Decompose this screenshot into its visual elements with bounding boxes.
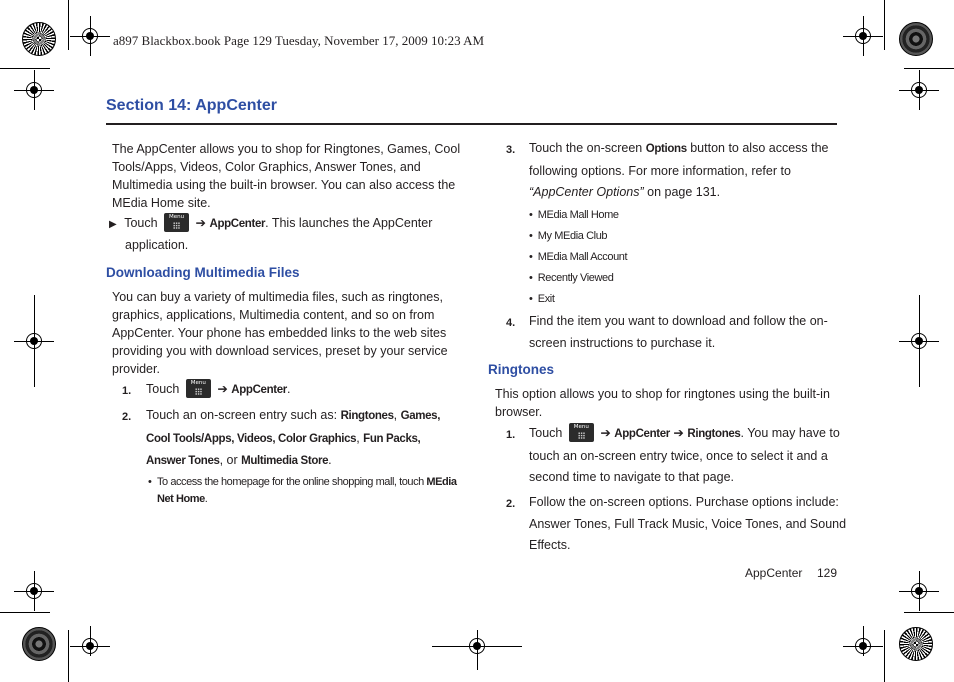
bullet-icon: •: [529, 209, 533, 221]
download-step-2: [146, 405, 466, 473]
bullet-icon: •: [529, 251, 533, 263]
step-number: 2.: [122, 411, 132, 423]
registration-gradient-top-right: [899, 22, 933, 56]
print-header: a897 Blackbox.book Page 129 Tuesday, November 17, 2009 10:23 AM: [113, 33, 485, 48]
step-text: . You may have to: [740, 426, 840, 440]
ringtones-step-1: [529, 423, 849, 489]
separator: ,: [393, 408, 401, 422]
download-line: provider.: [112, 362, 160, 376]
separator: , or: [219, 453, 242, 467]
download-step-1: [146, 379, 290, 402]
bullet-icon: •: [148, 476, 152, 488]
page-number: 129: [817, 566, 838, 580]
touch-word: Touch: [529, 426, 563, 440]
option-label: MEdia Mall Account: [537, 251, 628, 263]
appcenter-target: AppCenter: [614, 428, 670, 440]
menu-key-label: Menu: [168, 214, 185, 221]
step-text: touch an on-screen entry twice, once to select it and a: [529, 448, 828, 463]
download-line: You can buy a variety of multimedia files, such as ringtones,: [112, 290, 443, 304]
intro-line: Tools/Apps, Videos, Color Graphics, Answer Tones, and: [112, 160, 421, 174]
menu-key-label: Menu: [190, 380, 206, 387]
option-label: Recently Viewed: [537, 272, 614, 284]
step-number: 1.: [122, 385, 132, 397]
intro-line: The AppCenter allows you to shop for Ringtones, Games, Cool: [112, 142, 461, 156]
multimedia-store-option: Multimedia Store: [241, 455, 329, 467]
step-text: second time to navigate to that page.: [529, 470, 734, 484]
section-title: Section 14: AppCenter: [106, 97, 277, 114]
homepage-bullet: [148, 474, 152, 491]
step-text: Follow the on-screen options. Purchase options include:: [529, 495, 839, 509]
bullet-text: To access the homepage for the online shopping mall, touch: [157, 476, 427, 488]
bullet-end: .: [204, 492, 208, 505]
fun-packs-option: Fun Packs,: [363, 432, 421, 445]
bullet-icon: •: [529, 230, 533, 242]
option-label: Exit: [537, 293, 555, 305]
games-option: Games,: [400, 410, 441, 422]
menu-key-label: Menu: [573, 424, 589, 431]
ringtones-target: Ringtones: [687, 428, 741, 440]
title-rule: [106, 123, 837, 125]
downloading-heading: Downloading Multimedia Files: [106, 265, 300, 280]
homepage-bullet-text: [157, 474, 477, 507]
appcenter-target: AppCenter: [209, 218, 266, 230]
step3-text: following options. For more information, refer to: [529, 163, 791, 178]
find-item-step: [529, 311, 849, 354]
option-item: [529, 289, 627, 310]
step-number: 3.: [506, 144, 516, 156]
option-label: My MEdia Club: [537, 230, 608, 242]
ringtones-step-2: [529, 492, 849, 557]
ringtones-option: Ringtones: [340, 410, 394, 422]
intro-line: Multimedia using the built-in browser. You can also access the: [112, 178, 456, 192]
registration-gradient-bottom-left: [22, 627, 56, 661]
touch-word: Touch: [124, 216, 158, 230]
option-item: [529, 205, 627, 226]
touch-word: Touch: [146, 382, 180, 396]
ringtones-paragraph: [495, 385, 845, 421]
step3-text: Touch the on-screen: [529, 141, 646, 155]
options-list: [529, 205, 627, 310]
color-graphics-option: Color Graphics: [278, 432, 357, 445]
option-item: [529, 247, 627, 268]
appcenter-target: AppCenter: [231, 384, 287, 396]
option-item: [529, 268, 627, 289]
arrow-icon: ➔: [195, 216, 206, 230]
step-number: 4.: [506, 317, 516, 329]
net-home-link-text: Net Home: [157, 492, 205, 505]
arrow-icon: ➔: [673, 426, 684, 440]
touch-step-rest: . This launches the AppCenter: [265, 216, 433, 230]
step-end: .: [328, 453, 332, 467]
option-label: MEdia Mall Home: [537, 209, 619, 221]
download-line: providing you with download services, preset by your service: [112, 344, 448, 358]
options-button-label: Options: [645, 143, 687, 155]
touch-appcenter-step: [109, 213, 469, 236]
options-reference: “AppCenter Options”: [529, 185, 644, 199]
registration-wheel-bottom-right: [899, 627, 933, 661]
options-reference-page: on page 131.: [643, 185, 721, 199]
step-end: .: [286, 382, 291, 396]
ringtones-line: browser.: [495, 405, 543, 419]
download-line: graphics, applications, Multimedia content, and so on from: [112, 308, 435, 322]
media-link-text: MEdia: [426, 476, 457, 488]
triangle-bullet-icon: ▶: [109, 219, 117, 230]
intro-paragraph: [112, 140, 472, 212]
download-paragraph: [112, 288, 472, 378]
ringtones-heading: Ringtones: [488, 362, 554, 377]
step3-text: button to also access the: [686, 141, 829, 155]
step-number: 2.: [506, 498, 516, 510]
answer-tones-option: Answer Tones: [146, 455, 220, 467]
step4-text: screen instructions to purchase it.: [529, 335, 716, 350]
menu-key-icon: [164, 213, 189, 232]
download-line: AppCenter. Your phone has embedded links to the web sites: [112, 326, 447, 340]
intro-line: MEdia Home site.: [112, 196, 211, 210]
step-text: Effects.: [529, 538, 571, 552]
bullet-icon: •: [529, 293, 533, 305]
menu-key-icon: [186, 379, 211, 398]
step4-text: Find the item you want to download and follow the on-: [529, 314, 828, 328]
touch-step-line2: application.: [125, 238, 189, 252]
step-number: 1.: [506, 429, 516, 441]
registration-wheel-top-left: [22, 22, 56, 56]
footer-section-label: AppCenter: [745, 566, 803, 580]
step-text: Answer Tones, Full Track Music, Voice Tones, and Sound: [529, 516, 847, 531]
arrow-icon: ➔: [217, 382, 228, 396]
option-item: [529, 226, 627, 247]
cool-tools-videos-option: Cool Tools/Apps, Videos,: [146, 432, 279, 445]
menu-key-icon: [569, 423, 594, 442]
options-step: [529, 138, 849, 204]
arrow-icon: ➔: [600, 426, 611, 440]
bullet-icon: •: [529, 272, 533, 284]
ringtones-line: This option allows you to shop for ringtones using the built-in: [495, 387, 830, 401]
separator: ,: [356, 430, 364, 445]
step2-lead: Touch an on-screen entry such as:: [146, 408, 341, 422]
